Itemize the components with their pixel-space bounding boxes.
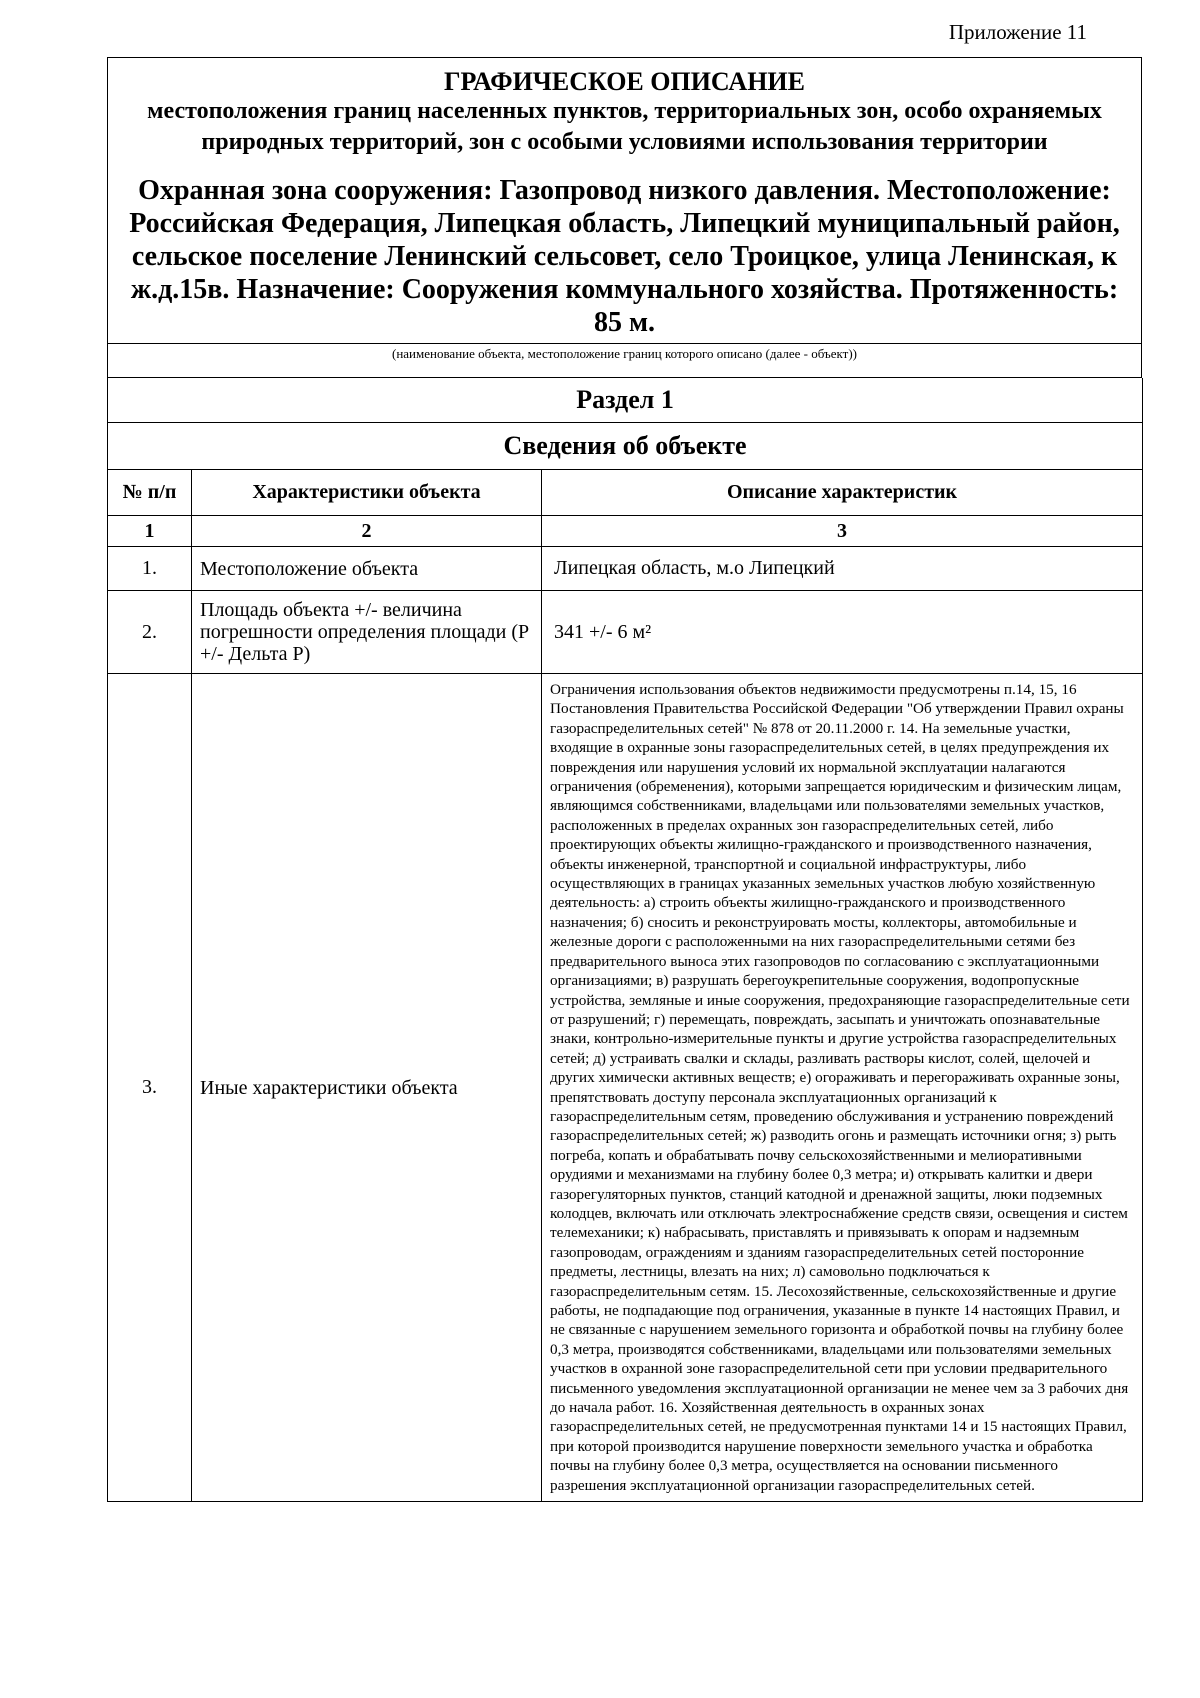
object-name: Охранная зона сооружения: Газопровод низкого давления. Местоположение: Российская Федерация, Липецкая область, Липецкий муниципальный район, сельское поселение Ленинский сельсовет, село Троицкое, улица Ленинская, к ж.д.15в. Назначение: Сооружения коммунального хозяйства. Протяженность: 85 м. [129,175,1120,338]
header-number: № п/п [108,470,192,516]
section-subtitle: Сведения об объекте [108,423,1143,470]
row-description: 341 +/- 6 м² [542,591,1143,674]
document-header [107,57,1142,343]
object-table [107,378,1143,1502]
object-caption: (наименование объекта, местоположение границ которого описано (далее - объект)) [107,343,1142,378]
column-number-row [108,516,1143,547]
column-number: 2 [192,516,542,547]
appendix-label: Приложение 11 [948,20,1087,44]
section-title: Раздел 1 [108,378,1143,423]
row-description: Ограничения использования объектов недвижимости предусмотрены п.14, 15, 16 Постановления Правительства Российской Федерации "Об утверждении Правил охраны газораспределительных сетей" № 878 от 20.11.2000 г. 14. На земельные участки, входящие в охранные зоны газораспределительных сетей, в целях предупреждения их повреждения или нарушения условий их нормальной эксплуатации налагаются ограничения (обременения), которыми запрещается юридическим и физическим лицам, являющимся собственниками, владельцами или пользователями земельных участков, расположенных в пределах охранных зон газораспределительных сетей, либо проектирующих объекты жилищно-гражданского и производственного назначения, объекты инженерной, транспортной и социальной инфраструктуры, либо осуществляющих в границах указанных земельных участков любую хозяйственную деятельность: а) строить объекты жилищно-гражданского и производственного назначения; б) сносить и реконструировать мосты, коллекторы, автомобильные и железные дороги с расположенными на них газораспределительными сетями без предварительного выноса этих газопроводов по согласованию с эксплуатационными организациями; в) разрушать берегоукрепительные сооружения, водопропускные устройства, земляные и иные сооружения, предохраняющие газораспределительные сети от разрушений; г) перемещать, повреждать, засыпать и уничтожать опознавательные знаки, контрольно-измерительные пункты и другие устройства газораспределительных сетей; д) устраивать свалки и склады, разливать растворы кислот, солей, щелочей и других химически активных веществ; е) огораживать и перегораживать охранные зоны, препятствовать доступу персонала эксплуатационных организаций к газораспределительным сетям, проведению обслуживания и устранению повреждений газораспределительных сетей; ж) разводить огонь и размещать источники огня; з) рыть погреба, копать и обрабатывать почву сельскохозяйственными и мелиоративными орудиями и механизмами на глубину более 0,3 метра; и) открывать калитки и двери газорегуляторных пунктов, станций катодной и дренажной защиты, люки подземных колодцев, включать или отключать электроснабжение средств связи, освещения и систем телемеханики; к) набрасывать, приставлять и привязывать к опорам и надземным газопроводам, ограждениям и зданиям газораспределительных сетей посторонние предметы, лестницы, влезать на них; л) самовольно подключаться к газораспределительным сетям. 15. Лесохозяйственные, сельскохозяйственные и другие работы, не подпадающие под ограничения, указанные в пункте 14 настоящих Правил, и не связанные с нарушением земельного горизонта и обработкой почвы на глубину более 0,3 метра, производятся собственниками, владельцами или пользователями земельных участков в охранной зоне газораспределительной сети при условии предварительного письменного уведомления эксплуатационной организации не менее чем за 3 рабочих дня до начала работ. 16. Хозяйственная деятельность в охранных зонах газораспределительных сетей, не предусмотренная пунктами 14 и 15 настоящих Правил, при которой производится нарушение поверхности земельного участка и обработка почвы на глубину более 0,3 метра, осуществляется на основании письменного разрешения эксплуатационной организации газораспределительных сетей. [542,674,1143,1502]
row-description: Липецкая область, м.о Липецкий [542,547,1143,591]
column-number: 3 [542,516,1143,547]
table-row [108,674,1143,1502]
row-number: 1. [108,547,192,591]
table-header-row [108,470,1143,516]
row-number: 2. [108,591,192,674]
row-number: 3. [108,674,192,1502]
document-frame [107,57,1142,1502]
row-characteristic: Местоположение объекта [192,547,542,591]
header-characteristic: Характеристики объекта [192,470,542,516]
table-row [108,591,1143,674]
row-characteristic: Иные характеристики объекта [192,674,542,1502]
row-characteristic: Площадь объекта +/- величина погрешности определения площади (Р +/- Дельта Р) [192,591,542,674]
document-subtitle: местоположения границ населенных пунктов, территориальных зон, особо охраняемых природных территорий, зон с особыми условиями использования территории [147,98,1102,155]
column-number: 1 [108,516,192,547]
header-description: Описание характеристик [542,470,1143,516]
document-title: ГРАФИЧЕСКОЕ ОПИСАНИЕ [444,67,805,96]
table-row [108,547,1143,591]
